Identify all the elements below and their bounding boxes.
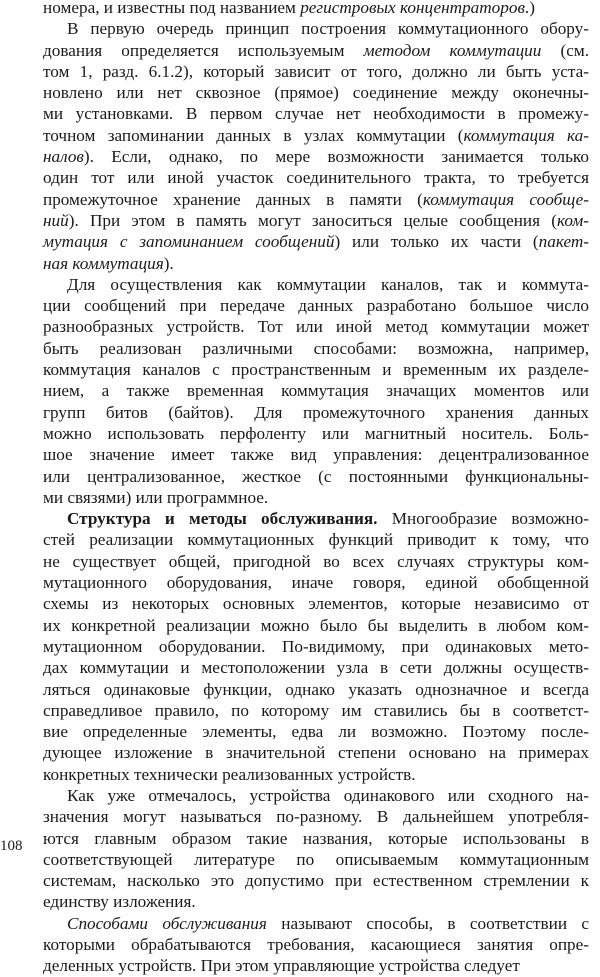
text-run: точном запоминании данных в узлах коммутации ( bbox=[43, 125, 464, 145]
text-line bbox=[43, 125, 589, 146]
text-line bbox=[43, 274, 589, 295]
italic-term: регистровых концентраторов bbox=[300, 0, 525, 17]
italic-term: коммутация ка- bbox=[463, 125, 589, 145]
text-run: мутационном оборудовании. По-видимому, при одинаковых мето- bbox=[43, 636, 589, 656]
text-line bbox=[43, 828, 589, 849]
text-line bbox=[43, 529, 589, 550]
text-run: том 1, разд. 6.1.2), который зависит от того, должно ли быть уста- bbox=[43, 61, 589, 81]
italic-term: ная коммутация bbox=[43, 253, 164, 273]
text-run: их конкретной реализации можно было бы выделить в любом ком- bbox=[43, 615, 589, 635]
text-line bbox=[43, 508, 589, 529]
text-line bbox=[43, 764, 589, 785]
text-run: Для осуществления как коммутации каналов, так и коммута- bbox=[67, 274, 589, 294]
text-line bbox=[43, 146, 589, 167]
text-line bbox=[43, 40, 589, 61]
text-line bbox=[43, 210, 589, 231]
paragraph-service-methods bbox=[43, 913, 589, 977]
paragraph-structure bbox=[43, 508, 589, 785]
text-run: .) bbox=[524, 0, 535, 17]
text-line bbox=[43, 636, 589, 657]
text-run: ции сообщений при передаче данных разработано большое число bbox=[43, 296, 589, 316]
text-line bbox=[43, 61, 589, 82]
text-line bbox=[43, 231, 589, 252]
text-line bbox=[43, 849, 589, 870]
text-run: стей реализации коммутационных функций приводит к тому, что bbox=[43, 530, 589, 550]
book-page bbox=[43, 0, 590, 976]
text-line bbox=[43, 785, 589, 806]
text-run: не существует общей, пригодной во всех случаях структуры ком- bbox=[43, 551, 589, 571]
text-line bbox=[43, 891, 589, 912]
text-run: Многообразие возможно- bbox=[377, 509, 589, 529]
text-line bbox=[43, 551, 589, 572]
text-run: деленных устройств. При этом управляющие устройства следует bbox=[43, 956, 520, 976]
text-line bbox=[43, 253, 589, 274]
paragraph-switching-method bbox=[43, 18, 589, 274]
text-line bbox=[43, 615, 589, 636]
text-run: ми установками. В первом случае нет необходимости в промежу- bbox=[43, 104, 589, 124]
text-line bbox=[43, 103, 589, 124]
text-run: дующее изложение в значительной степени основано на примерах bbox=[43, 743, 589, 763]
italic-term: Способами обслуживания bbox=[67, 913, 267, 933]
text-run: дах коммутации и местоположении узла в сети должны осуществ- bbox=[43, 658, 589, 678]
italic-term: ний bbox=[43, 210, 69, 230]
text-line bbox=[43, 572, 589, 593]
text-run: называют способы, в соответствии с bbox=[266, 913, 590, 933]
text-run: мутационного оборудования, иначе говоря, единой обобщенной bbox=[43, 573, 589, 593]
paragraph-intro-tail bbox=[43, 0, 589, 18]
text-run: коммутация каналов с пространственным и временным их разделе- bbox=[43, 360, 589, 380]
text-run: один тот или иной участок соединительного тракта, то требуется bbox=[43, 168, 589, 188]
text-run: шое значение имеет также вид управления: децентрализованное bbox=[43, 445, 589, 465]
text-run: ляться одинаковые функции, однако указать однозначное и всегда bbox=[43, 679, 589, 699]
italic-term: мутация с запоминанием сообщений bbox=[43, 232, 335, 252]
text-line bbox=[43, 955, 589, 976]
text-run: Как уже отмечалось, устройства одинакового или сходного на- bbox=[67, 785, 589, 805]
text-run: соответствующей литературе по описываемым коммутационным bbox=[43, 849, 589, 869]
run-in-heading: Структура и методы обслуживания. bbox=[67, 509, 378, 529]
text-line bbox=[43, 700, 589, 721]
text-run: новлено или нет сквозное (прямое) соединение между оконечны- bbox=[43, 83, 589, 103]
text-line bbox=[43, 167, 589, 188]
text-run: номера, и известны под названием bbox=[43, 0, 301, 17]
italic-term: налов bbox=[43, 147, 84, 167]
text-run: В первую очередь принцип построения коммутационного обору- bbox=[67, 19, 589, 39]
text-run: значения могут называться по-разному. В дальнейшем употребля- bbox=[43, 807, 589, 827]
text-line bbox=[43, 82, 589, 103]
text-line bbox=[43, 721, 589, 742]
text-run: ). bbox=[163, 253, 174, 273]
italic-term: пакет- bbox=[538, 232, 589, 252]
text-line bbox=[43, 0, 589, 18]
text-run: схемы из некоторых основных элементов, которые независимо от bbox=[43, 594, 589, 614]
text-run: ) или только их части ( bbox=[334, 232, 539, 252]
text-line bbox=[43, 338, 589, 359]
text-run: справедливое правило, по которому им ставились бы в соответст- bbox=[43, 700, 589, 720]
text-line bbox=[43, 359, 589, 380]
text-run: которыми обрабатываются требования, касающиеся занятия опре- bbox=[43, 935, 589, 955]
text-run: вие определенные элементы, едва ли возможно. Поэтому после- bbox=[43, 722, 589, 742]
text-run: ). При этом в память могут заноситься целые сообщения ( bbox=[68, 210, 557, 230]
italic-term: методом коммутации bbox=[363, 40, 542, 60]
page-body bbox=[43, 0, 589, 977]
text-run: (см. bbox=[541, 40, 590, 60]
text-line bbox=[43, 189, 589, 210]
text-line bbox=[43, 380, 589, 401]
italic-term: ком- bbox=[556, 210, 589, 230]
text-run: можно использовать перфоленту или магнитный носитель. Боль- bbox=[43, 423, 589, 443]
text-run: групп битов (байтов). Для промежуточного хранения данных bbox=[43, 402, 589, 422]
text-line bbox=[43, 934, 589, 955]
text-line bbox=[43, 487, 589, 508]
paragraph-implementation bbox=[43, 274, 589, 508]
text-run: единству изложения. bbox=[43, 892, 196, 912]
text-run: конкретных технически реализованных устройств. bbox=[43, 764, 416, 784]
text-run: или централизованное, жесткое (с постоянными функциональны- bbox=[43, 466, 589, 486]
text-run: ются главным образом такие названия, которые использованы в bbox=[43, 828, 589, 848]
text-line bbox=[43, 402, 589, 423]
text-run: ). Если, однако, по мере возможности занимается только bbox=[83, 147, 589, 167]
text-line bbox=[43, 913, 589, 934]
paragraph-naming bbox=[43, 785, 589, 913]
text-run: промежуточное хранение данных в памяти ( bbox=[43, 189, 423, 209]
text-line bbox=[43, 870, 589, 891]
page-number: 108 bbox=[0, 838, 23, 854]
text-line bbox=[43, 316, 589, 337]
text-run: системам, насколько это допустимо при естественном стремлении к bbox=[43, 871, 589, 891]
text-run: дования определяется используемым bbox=[43, 40, 364, 60]
text-line bbox=[43, 679, 589, 700]
text-line bbox=[43, 444, 589, 465]
text-line bbox=[43, 295, 589, 316]
text-run: нием, а также временная коммутация значащих моментов или bbox=[43, 381, 589, 401]
text-line bbox=[43, 593, 589, 614]
text-line bbox=[43, 806, 589, 827]
italic-term: коммутация сообще- bbox=[422, 189, 589, 209]
text-line bbox=[43, 18, 589, 39]
text-run: ми связями) или программное. bbox=[43, 487, 269, 507]
text-line bbox=[43, 657, 589, 678]
text-run: быть реализован различными способами: возможна, например, bbox=[43, 338, 589, 358]
text-line bbox=[43, 742, 589, 763]
text-line bbox=[43, 466, 589, 487]
text-run: разнообразных устройств. Тот или иной метод коммутации может bbox=[43, 317, 589, 337]
text-line bbox=[43, 423, 589, 444]
